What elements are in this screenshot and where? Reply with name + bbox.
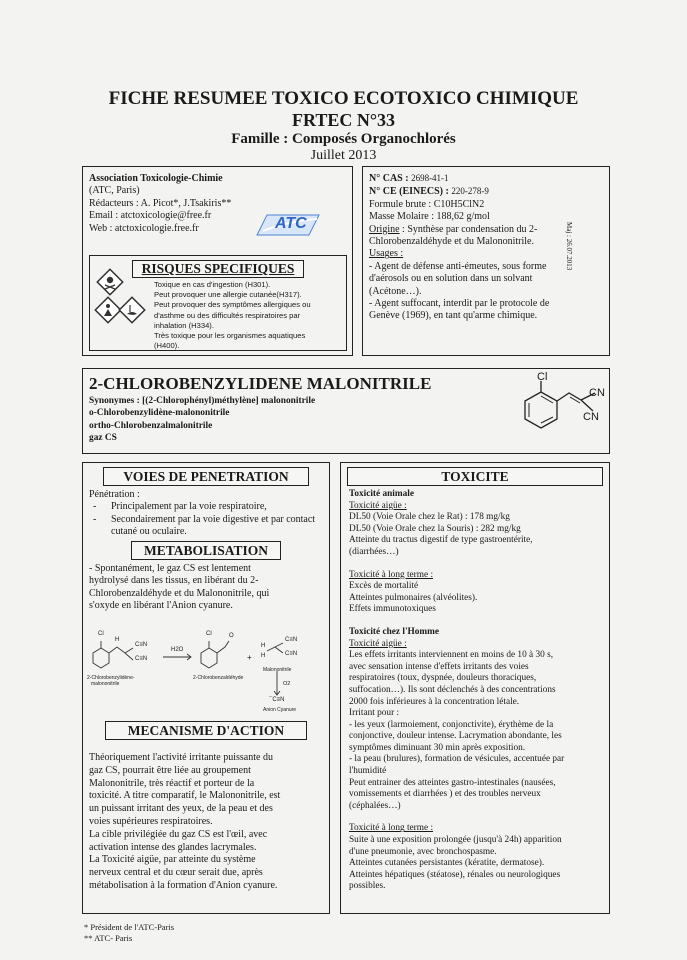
compound-name: 2-CHLOROBENZYLIDENE MALONITRILE bbox=[89, 374, 432, 393]
compound-synonyms: Synonymes : [(2-Chlorophényl)méthylène] malononitrile o-Chlorobenzylidène-malononitrile ortho-Chlorobenzalmalonitrile gaz CS bbox=[89, 396, 316, 444]
atc-logo: ATC bbox=[255, 211, 323, 237]
compound-box bbox=[82, 368, 610, 454]
toxicite-content: Toxicité animale Toxicité aigüe : DL50 (Voie Orale chez le Rat) : 178 mg/kg DL50 (Voie Orale chez la Souris) : 282 mg/kg Atteinte du tractus digestif de type gastroentérite, (diarrhées…) Toxicité à long terme : Excès de mortalité Atteintes pulmonaires (alvéolites). Effets immunotoxiques Toxicité chez l'Homme Toxicité aigüe : Les effets irritants interviennent en moins de 10 à 30 s, avec sensation intense d'effets irritants des voies respiratoires (toux, dyspnée, douleurs thoraciques, suffocation…). Ils sont déclenchés à des concentrations 2000 fois inférieures à la concentration létale. Irritant pour : - les yeux (larmoiement, conjonctivite), érythème de la conjonctive, douleur intense. Lacrymation abondante, les symptômes diminuant 30 min après exposition. - la peau (brulures), formation de vésicules, accentuée par l'humidité Peut entrainer des atteintes gastro-intestinales (nausées, vomissements et diarrhées ) et des troubles nerveux (céphalées…) Toxicité à long terme : Suite à une exposition prolongée (jusqu'à 24h) apparition d'une pneumonie, avec bronchospasme. Atteintes cutanées persistantes (kératite, dermatose). Atteintes hépatiques (stéatose), rénales ou neurologiques possibles. bbox=[349, 489, 607, 893]
usages-label: Usages : bbox=[369, 248, 404, 260]
email[interactable]: Email : atctoxicologie@free.fr bbox=[89, 210, 212, 222]
structure-cn1-label: CN bbox=[589, 387, 605, 399]
publication-date: Juillet 2013 bbox=[310, 148, 377, 163]
origine-line2: Chlorobenzaldéhyde et du Malononitrile. bbox=[369, 236, 534, 248]
usages-list: - Agent de défense anti-émeutes, sous forme d'aérosols ou en solution dans un solvant (Acétone…). - Agent suffocant, interdit par le protocole de Genève (1969), en tant qu'arme chimique. bbox=[369, 260, 550, 322]
document-code: FRTEC N°33 bbox=[291, 110, 396, 130]
ce-label: N° CE (EINECS) : bbox=[369, 186, 449, 198]
association-city: (ATC, Paris) bbox=[89, 185, 140, 197]
compound-structure bbox=[503, 371, 607, 451]
voies-title: VOIES DE PENETRATION bbox=[103, 467, 309, 486]
structure-cl-label: Cl bbox=[537, 371, 548, 383]
origine-text: : Synthèse par condensation du 2- bbox=[399, 223, 538, 235]
association-name: Association Toxicologie-Chimie bbox=[89, 173, 223, 184]
chemical-family: Famille : Composés Organochlorés bbox=[231, 131, 456, 147]
left-column bbox=[82, 462, 330, 914]
editors: Rédacteurs : A. Picot*, J.Tsakiris** bbox=[89, 197, 232, 209]
risques-box bbox=[89, 255, 347, 351]
footnotes: * Président de l'ATC-Paris ** ATC- Paris bbox=[84, 922, 175, 943]
page-title: FICHE RESUMEE TOXICO ECOTOXICO CHIMIQUE bbox=[108, 88, 579, 109]
cas-label: N° CAS : bbox=[369, 173, 409, 184]
formula: Formule brute : C10H5ClN2 bbox=[369, 198, 485, 210]
toxicite-box bbox=[340, 462, 610, 914]
mecanisme-text: Théoriquement l'activité irritante puissante du gaz CS, pourrait être liée au groupement Malononitrile, très réactif et porteur de la toxicité. A titre comparatif, le Malononitrile, est un puissant irritant des yeux, de la peau et des voies supérieures respiratoires. La cible privilégiée du gaz CS est l'œil, avec activation intense des glandes lacrymales. La Toxicité aigüe, par atteinte du système nerveux central et du cœur serait due, après métabolisation à la formation d'Anion cyanure. bbox=[89, 752, 281, 891]
association-box bbox=[82, 166, 353, 356]
toxicite-homme-title: Toxicité chez l'Homme bbox=[349, 626, 440, 637]
website[interactable]: Web : atctoxicologie.free.fr bbox=[89, 222, 199, 234]
voies-content: Pénétration : - Principalement par la voie respiratoire, - Secondairement par la voie digestive et par contact cutané ou oculaire. bbox=[89, 489, 323, 539]
metabolisation-text: - Spontanément, le gaz CS est lentement hydrolysé dans les tissus, en libérant du 2- Chlorobenzaldéhyde et du Malononitrile, qui s'oxyde en libérant l'Anion cyanure. bbox=[89, 563, 270, 612]
origine-label: Origine bbox=[369, 223, 400, 235]
ghs-environment-icon bbox=[118, 296, 146, 329]
structure-cn2-label: CN bbox=[583, 411, 599, 423]
toxicite-animale-title: Toxicité animale bbox=[349, 489, 414, 499]
mecanisme-title: MECANISME D'ACTION bbox=[105, 721, 307, 740]
risques-title: RISQUES SPECIFIQUES bbox=[132, 260, 304, 278]
molar-mass: Masse Molaire : 188,62 g/mol bbox=[369, 211, 490, 223]
ce-value: 220-278-9 bbox=[451, 186, 489, 197]
cas-value: 2698-41-1 bbox=[411, 173, 449, 183]
metabolisation-scheme: Cl H C≡N C≡N H2O Cl O + H H C≡N C≡N 2-Chlorobenzylidène- malononitrile 2-Chlorobenzaldéhyde Malononitrile O2 ¯C≡N Anion Cyanure bbox=[87, 631, 298, 713]
toxicite-title: TOXICITE bbox=[347, 467, 603, 486]
update-date: Maj : 26.07.2013 bbox=[565, 222, 573, 271]
risques-list: Toxique en cas d'ingestion (H301). Peut provoquer une allergie cutanée(H317). Peut provoquer des symptômes allergiques ou d'asthme ou des difficultés respiratoires par inhalation (H334). Très toxique pour les organismes aquatiques (H400). bbox=[154, 280, 311, 351]
metabolisation-title: METABOLISATION bbox=[131, 541, 281, 560]
